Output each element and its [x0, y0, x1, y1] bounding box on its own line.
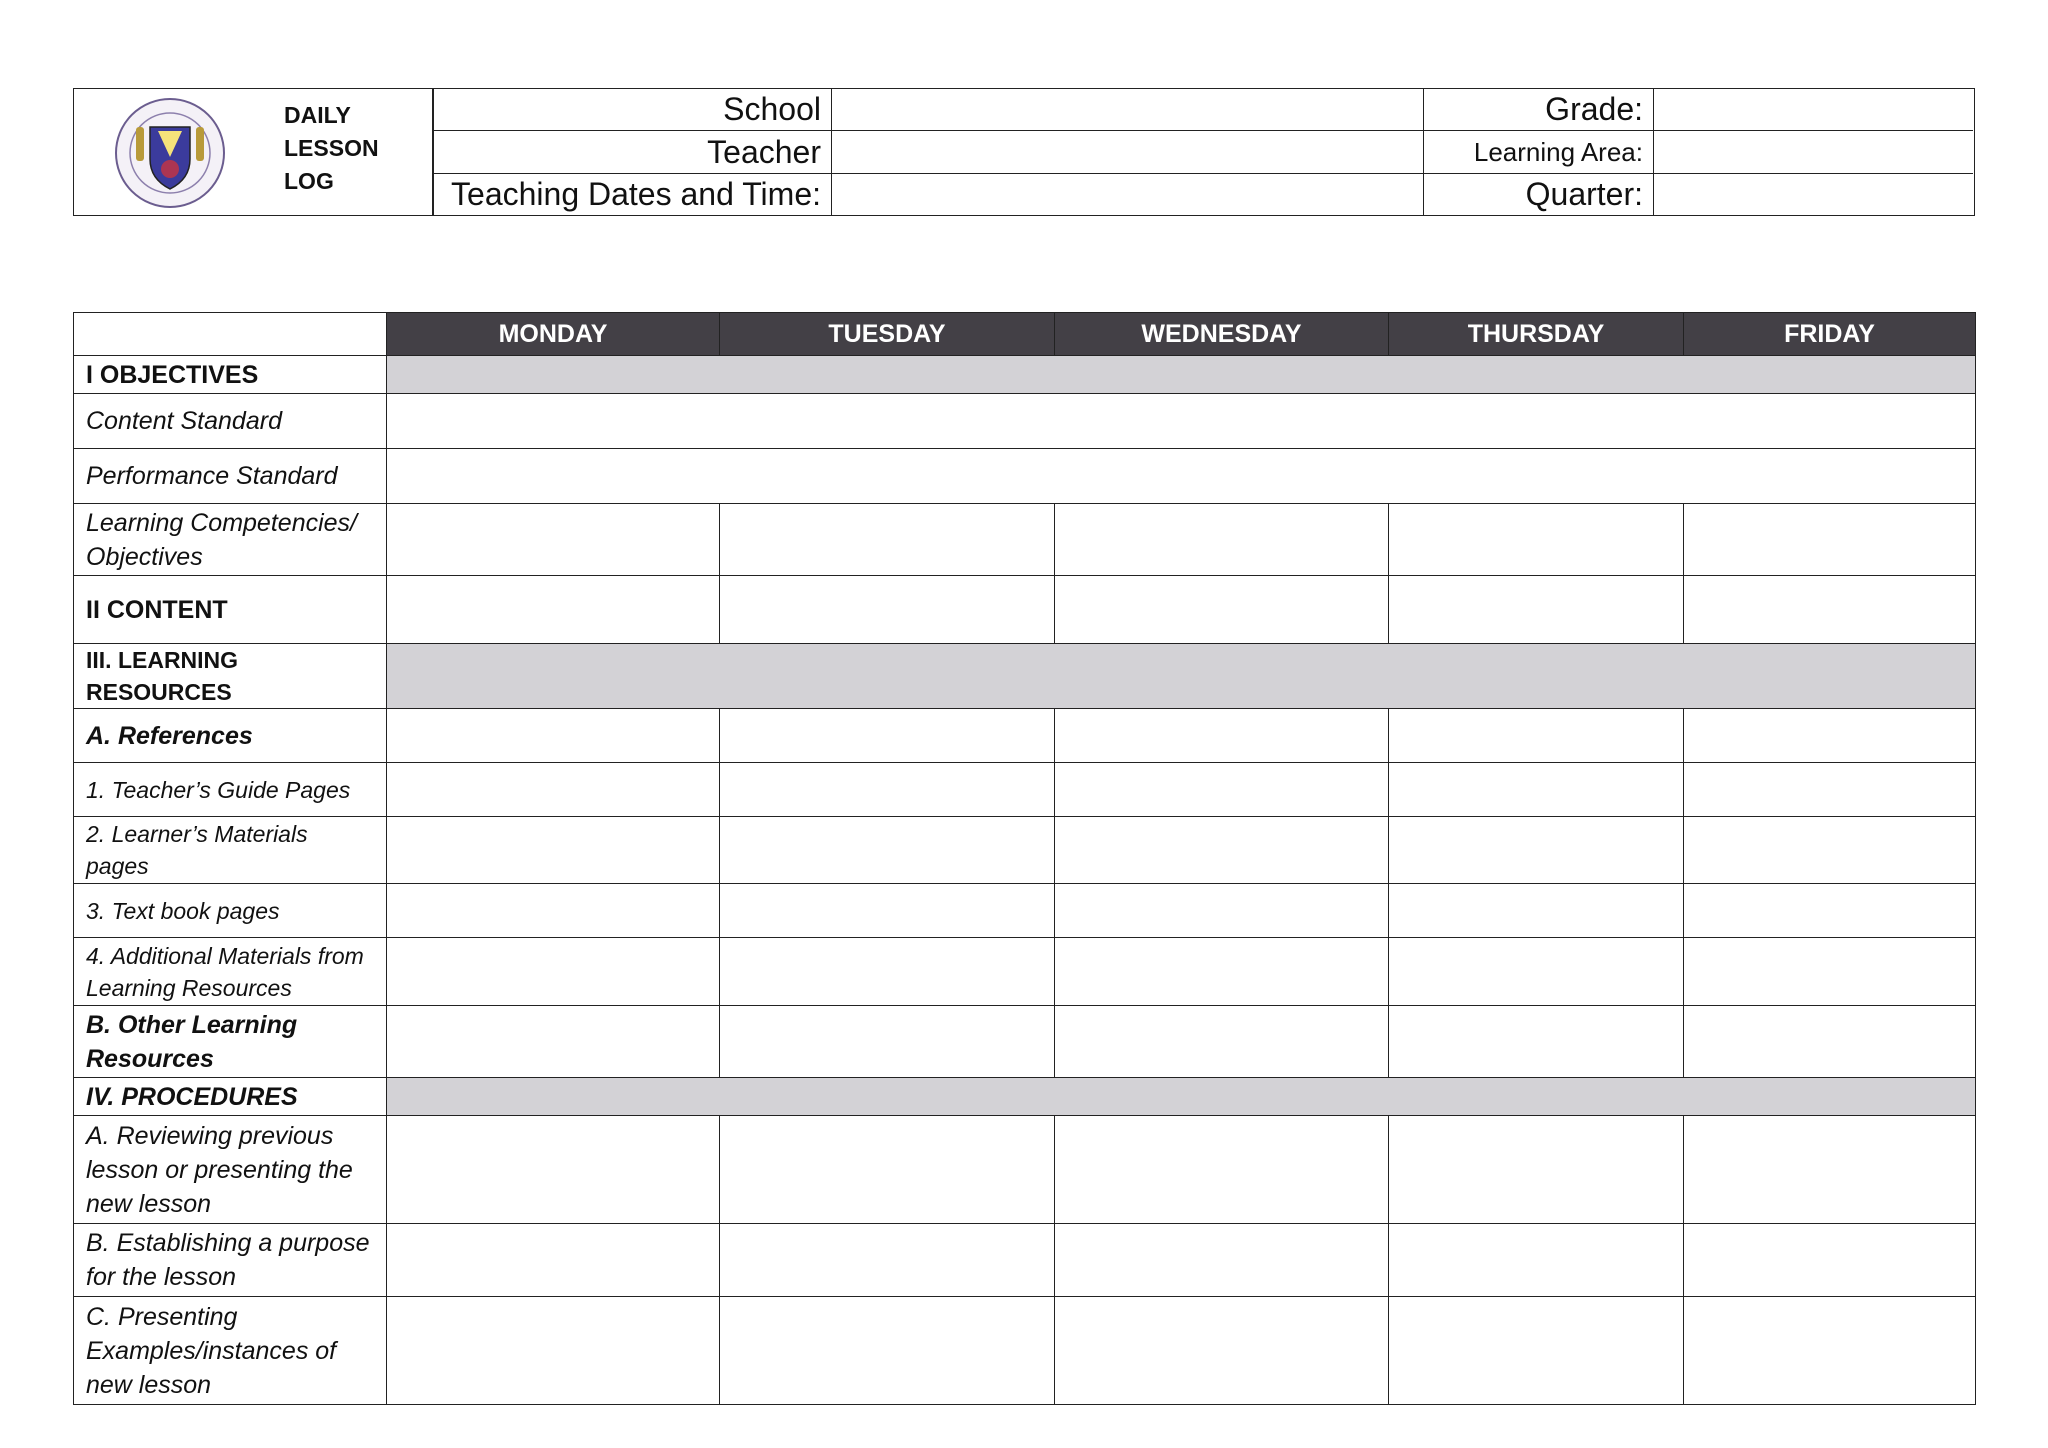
day-header-thursday: THURSDAY — [1389, 313, 1684, 356]
teaching-dates-label: Teaching Dates and Time: — [434, 174, 832, 215]
teacher-field[interactable] — [832, 131, 1424, 174]
procedures-row — [74, 1078, 1976, 1116]
additional-materials-tuesday[interactable] — [720, 938, 1055, 1006]
objectives-label: I OBJECTIVES — [74, 356, 387, 394]
reviewing-row — [74, 1116, 1976, 1224]
performance-standard-row — [74, 449, 1976, 504]
other-resources-row — [74, 1006, 1976, 1078]
learners-materials-monday[interactable] — [387, 817, 720, 884]
school-field[interactable] — [832, 89, 1424, 131]
presenting-label: C. Presenting Examples/instances of new lesson — [74, 1297, 387, 1405]
content-row — [74, 576, 1976, 644]
teachers-guide-tuesday[interactable] — [720, 763, 1055, 817]
content-wednesday[interactable] — [1055, 576, 1389, 644]
teaching-dates-field[interactable] — [832, 174, 1424, 215]
title-line-daily: DAILY — [284, 102, 351, 128]
reviewing-friday[interactable] — [1684, 1116, 1976, 1224]
content-thursday[interactable] — [1389, 576, 1684, 644]
quarter-field[interactable] — [1654, 174, 1973, 215]
text-book-row — [74, 884, 1976, 938]
presenting-wednesday[interactable] — [1055, 1297, 1389, 1405]
content-standard-cell[interactable] — [387, 394, 1976, 449]
reviewing-tuesday[interactable] — [720, 1116, 1055, 1224]
references-friday[interactable] — [1684, 709, 1976, 763]
title-line-lesson: LESSON — [284, 135, 379, 161]
teachers-guide-monday[interactable] — [387, 763, 720, 817]
text-book-friday[interactable] — [1684, 884, 1976, 938]
presenting-row — [74, 1297, 1976, 1405]
content-standard-label: Content Standard — [74, 394, 387, 449]
establishing-wednesday[interactable] — [1055, 1224, 1389, 1297]
establishing-row — [74, 1224, 1976, 1297]
learning-competencies-wednesday[interactable] — [1055, 504, 1389, 576]
deped-seal-icon — [110, 97, 230, 209]
day-header-row — [74, 313, 1976, 356]
daily-lesson-log-title — [284, 99, 379, 198]
reviewing-wednesday[interactable] — [1055, 1116, 1389, 1224]
teachers-guide-label: 1. Teacher’s Guide Pages — [74, 763, 387, 817]
other-resources-monday[interactable] — [387, 1006, 720, 1078]
learning-resources-shaded-cell — [387, 644, 1976, 709]
learners-materials-friday[interactable] — [1684, 817, 1976, 884]
additional-materials-thursday[interactable] — [1389, 938, 1684, 1006]
learning-competencies-thursday[interactable] — [1389, 504, 1684, 576]
grade-field[interactable] — [1654, 89, 1973, 131]
grade-label: Grade: — [1424, 89, 1654, 131]
reviewing-monday[interactable] — [387, 1116, 720, 1224]
learners-materials-row — [74, 817, 1976, 884]
day-header-friday: FRIDAY — [1684, 313, 1976, 356]
additional-materials-wednesday[interactable] — [1055, 938, 1389, 1006]
establishing-friday[interactable] — [1684, 1224, 1976, 1297]
teachers-guide-thursday[interactable] — [1389, 763, 1684, 817]
learning-competencies-monday[interactable] — [387, 504, 720, 576]
content-monday[interactable] — [387, 576, 720, 644]
title-line-log: LOG — [284, 168, 334, 194]
content-tuesday[interactable] — [720, 576, 1055, 644]
day-header-wednesday: WEDNESDAY — [1055, 313, 1389, 356]
text-book-tuesday[interactable] — [720, 884, 1055, 938]
teacher-label: Teacher — [434, 131, 832, 174]
references-thursday[interactable] — [1389, 709, 1684, 763]
other-resources-wednesday[interactable] — [1055, 1006, 1389, 1078]
learning-resources-label: III. LEARNING RESOURCES — [74, 644, 387, 709]
presenting-monday[interactable] — [387, 1297, 720, 1405]
objectives-row — [74, 356, 1976, 394]
learning-competencies-label: Learning Competencies/ Objectives — [74, 504, 387, 576]
day-header-tuesday: TUESDAY — [720, 313, 1055, 356]
references-tuesday[interactable] — [720, 709, 1055, 763]
other-resources-thursday[interactable] — [1389, 1006, 1684, 1078]
learning-competencies-row — [74, 504, 1976, 576]
other-resources-label: B. Other Learning Resources — [74, 1006, 387, 1078]
other-resources-friday[interactable] — [1684, 1006, 1976, 1078]
teachers-guide-friday[interactable] — [1684, 763, 1976, 817]
establishing-label: B. Establishing a purpose for the lesson — [74, 1224, 387, 1297]
lesson-log-table — [73, 312, 1976, 1405]
additional-materials-monday[interactable] — [387, 938, 720, 1006]
learners-materials-wednesday[interactable] — [1055, 817, 1389, 884]
text-book-wednesday[interactable] — [1055, 884, 1389, 938]
text-book-label: 3. Text book pages — [74, 884, 387, 938]
references-monday[interactable] — [387, 709, 720, 763]
content-standard-row — [74, 394, 1976, 449]
performance-standard-label: Performance Standard — [74, 449, 387, 504]
day-header-monday: MONDAY — [387, 313, 720, 356]
objectives-shaded-cell — [387, 356, 1976, 394]
additional-materials-friday[interactable] — [1684, 938, 1976, 1006]
school-label: School — [434, 89, 832, 131]
corner-cell — [74, 313, 387, 356]
establishing-monday[interactable] — [387, 1224, 720, 1297]
learners-materials-thursday[interactable] — [1389, 817, 1684, 884]
teachers-guide-wednesday[interactable] — [1055, 763, 1389, 817]
references-row — [74, 709, 1976, 763]
learners-materials-label: 2. Learner’s Materials pages — [74, 817, 387, 884]
learners-materials-tuesday[interactable] — [720, 817, 1055, 884]
learning-area-label: Learning Area: — [1424, 131, 1654, 174]
quarter-label: Quarter: — [1424, 174, 1654, 215]
reviewing-thursday[interactable] — [1389, 1116, 1684, 1224]
presenting-thursday[interactable] — [1389, 1297, 1684, 1405]
additional-materials-row — [74, 938, 1976, 1006]
other-resources-tuesday[interactable] — [720, 1006, 1055, 1078]
text-book-monday[interactable] — [387, 884, 720, 938]
teachers-guide-row — [74, 763, 1976, 817]
learning-area-field[interactable] — [1654, 131, 1973, 174]
learning-competencies-friday[interactable] — [1684, 504, 1976, 576]
reviewing-label: A. Reviewing previous lesson or presenting the new lesson — [74, 1116, 387, 1224]
presenting-friday[interactable] — [1684, 1297, 1976, 1405]
content-label: II CONTENT — [74, 576, 387, 644]
references-label: A. References — [74, 709, 387, 763]
procedures-shaded-cell — [387, 1078, 1976, 1116]
performance-standard-cell[interactable] — [387, 449, 1976, 504]
learning-competencies-tuesday[interactable] — [720, 504, 1055, 576]
establishing-tuesday[interactable] — [720, 1224, 1055, 1297]
procedures-label: IV. PROCEDURES — [74, 1078, 387, 1116]
content-friday[interactable] — [1684, 576, 1976, 644]
text-book-thursday[interactable] — [1389, 884, 1684, 938]
header-box — [73, 88, 1975, 216]
additional-materials-label: 4. Additional Materials from Learning Resources — [74, 938, 387, 1006]
presenting-tuesday[interactable] — [720, 1297, 1055, 1405]
establishing-thursday[interactable] — [1389, 1224, 1684, 1297]
references-wednesday[interactable] — [1055, 709, 1389, 763]
learning-resources-row — [74, 644, 1976, 709]
